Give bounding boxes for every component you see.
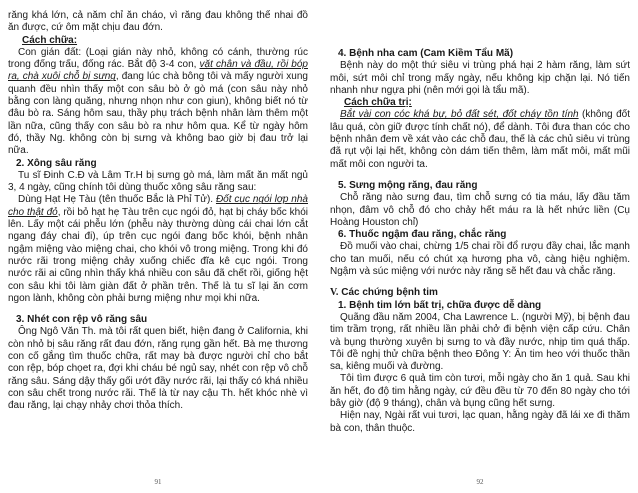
paragraph: răng khá lớn, cả năm chỉ ăn cháo, vì răng đau không thể nhai đồ ăn được, cứ ôm mặt chịu đau đớn. xyxy=(8,10,308,34)
underlined-phrase: vặt chân và đầu, rồi bóp ra, chà xuôi chỗ bị sưng xyxy=(8,59,308,83)
paragraph: Tu sĩ Đinh C.Đ và Lâm Tr.H bị sưng gò má, làm mất ăn mất ngủ 3, 4 ngày, cũng chính tôi dùng thuốc xông sâu răng sau: xyxy=(8,169,308,194)
chapter-number: V. xyxy=(330,287,339,299)
paragraph: Quãng đầu năm 2004, Cha Lawrence L. (người Mỹ), bị bệnh đau tim trầm trọng, rất nhiều lần phải chở đi bệnh viện cấp cứu. Chân và bụng thường xuyên bị sưng to và đầy nước, nhịp tim quá thấp. Tôi đề nghị thử chữa bệnh theo Đông Y: Ăn tim heo với thuốc thần sa, kiêng muối và đường. xyxy=(330,311,630,373)
section-heading: 1. Bệnh tim lớn bất trị, chữa được dễ dàng xyxy=(338,299,542,311)
right-page xyxy=(330,10,630,488)
underlined-phrase: Đốt cục ngói lợp nhà cho thật đỏ xyxy=(8,194,308,218)
section-heading: 4. Bệnh nha cam (Cam Kiềm Tẩu Mã) xyxy=(338,48,514,59)
paragraph: Con gián đất: (Loại gián này nhỏ, không có cánh, thường rúc trong đống trấu, đống rác. Bắt độ 3-4 con, vặt chân và đầu, rồi bóp ra, chà xuôi chỗ bị sưng, đang lúc chà bông tôi và mấy người xung quanh đều nhìn thấy một con sâu bò ở gò má (con sâu này nhỏ bằng con làng quăng, nhưng nhọn như con giun), không biết nó từ đâu bò ra. Sáng hôm sau, thầy phụ trách bệnh nhân làm thêm một lần nữa, cũng thấy con sâu bò ra như hôm qua. Kể từ ngày hôm đó, thầy Ng. không còn bị sưng và không bao giờ bị đau trở lại nữa. xyxy=(8,46,308,157)
section-heading: 3. Nhét con rệp vô răng sâu xyxy=(16,314,148,326)
cure-heading: Cách chữa: xyxy=(22,34,78,46)
left-page xyxy=(8,10,308,488)
page-number: 92 xyxy=(476,478,484,486)
left-page-text xyxy=(8,10,308,413)
right-page-text xyxy=(330,10,630,435)
section-heading: 2. Xông sâu răng xyxy=(16,157,97,169)
paragraph: Bắt vài con cóc khá bự, bỏ đất sét, đốt cháy tồn tính (không đốt lâu quá, còn giữ được tính chất nó), để dành. Tôi đưa than cóc cho bệnh nhân đem về xát vào các chỗ đau, thế là các chủ siêu vi trùng đã rụt vội lại hết, không còn dám tiến thêm, làm mất môi, mất mũi mất môi con người ta. xyxy=(330,109,630,170)
paragraph: Bệnh này do một thứ siêu vi trùng phá hại 2 hàm răng, làm sứt môi, sứt môi chỉ trong mấy ngày, nếu không kịp chặn lại. Nó tiến nhanh như ngựa phi (nên mới gọi là tẩu mã). xyxy=(330,60,630,96)
paragraph: Dùng Hạt Hẹ Tàu (tên thuốc Bắc là Phỉ Tử). Đốt cục ngói lợp nhà cho thật đỏ, rồi bỏ hạt hẹ Tàu trên cục ngói đỏ, hạt bị cháy bốc khói lên. Lấy một cái phễu lớn (phễu này thường dùng cái chai lớn cắt ngang đáy chai đi), úp trên cục ngói đang bốc khói, bệnh nhân ngậm miệng vào miệng chai, cho khói vô trong miệng. Trong khi đó nước rãi trong miệng chảy xuống chiếc đĩa kê cục ngói. Trong nước rãi ai cũng nhìn thấy khá nhiều con sâu đã chết rồi, giống hệt con sâu khi tôi làm giàn đất ở phần trên. Thế là tu sĩ lại ăn cơm ngon lành, không còn phải bưng miệng như mọi khi nữa. xyxy=(8,194,308,304)
section-heading: 6. Thuốc ngậm đau răng, chắc răng xyxy=(338,229,507,241)
section-heading: 5. Sưng mộng răng, đau răng xyxy=(338,179,478,191)
chapter-heading: V. Các chứng bệnh tim xyxy=(330,287,438,299)
paragraph: Đồ muối vào chai, chừng 1/5 chai rồi đổ rượu đầy chai, lắc mạnh cho tan muối, nếu có chút xạ hương pha vô, càng hiệu nghiệm. Ngậm và súc miệng với nước này răng sẽ hết đau và chắc răng. xyxy=(330,241,630,278)
paragraph: Hiện nay, Ngài rất vui tươi, lạc quan, hằng ngày đã lái xe đi thăm bà con, thân thuộc. xyxy=(330,410,630,434)
paragraph: Ông Ngô Văn Th. mà tôi rất quen biết, hiện đang ở California, khi còn nhỏ bị sâu răng rất đau đớn, răng rụng gần hết. Bà mẹ thương con cố gắng tìm thuốc chữa, rất may bà được người chỉ cho bắt con rệp, bóp chọet ra, đợi khi cháu bé ngủ say, nhét con rệp vô chỗ răng sâu. Sáng dậy thấy gối ướt đầy nước rãi, lại thấy có khá nhiều con sâu chết trong nước rãi. Thế là từ nay cậu Th. hết khóc nhè vì đau răng, lại chạy nhảy chơi thỏa thích. xyxy=(8,326,308,412)
paragraph: Chỗ răng nào sưng đau, tìm chỗ sưng có tia máu, lấy đầu tăm nhọn, đâm vô chỗ đó cho chảy hết máu ra là hết nhức liền (Cụ Hoàng Houston chỉ) xyxy=(330,192,630,228)
paragraph: Tôi tìm được 6 quả tim còn tươi, mỗi ngày cho ăn 1 quả. Sau khi ăn hết, đo độ tim hằng ngày, cứ đều đều từ 70 đến 80 ngày cho tới bây giờ (độ 9 tháng), chân và bụng cũng hết sưng. xyxy=(330,373,630,410)
cure-heading: Cách chữa trị: xyxy=(344,97,412,109)
underlined-phrase: Bắt vài con cóc khá bự, bỏ đất sét, đốt cháy tồn tính xyxy=(340,109,579,121)
page-number: 91 xyxy=(154,478,162,486)
